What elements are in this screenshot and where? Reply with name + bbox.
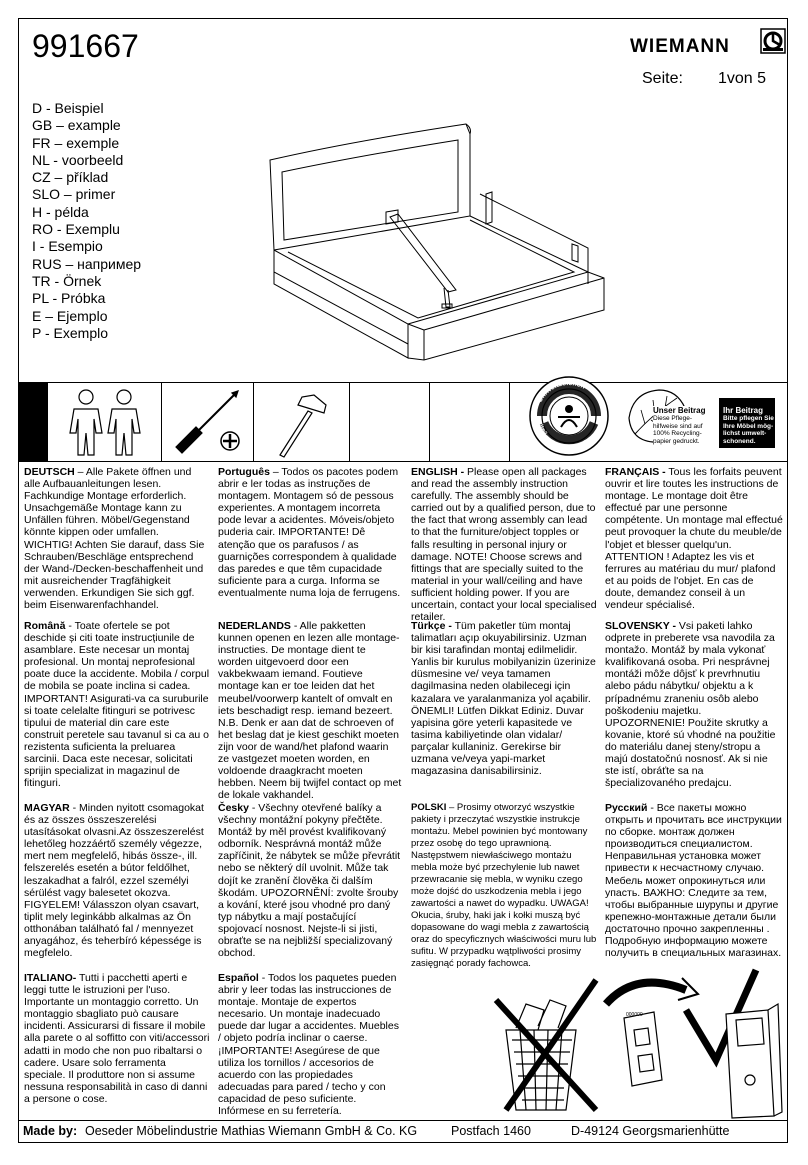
- empty-cell: [430, 383, 510, 461]
- language-item: RUS – например: [32, 255, 142, 272]
- notice-heading: NEDERLANDS: [218, 620, 291, 632]
- language-item: NL - voorbeeld: [32, 151, 124, 168]
- notice-deutsch: [24, 466, 210, 612]
- page-number: 1von 5: [718, 70, 767, 87]
- company-name: Oeseder Möbelindustrie Mathias Wiemann GmbH & Co. KG: [85, 1124, 418, 1138]
- wiemann-logo-icon: [760, 28, 786, 54]
- recycle-right: [723, 406, 775, 445]
- notice-text: - Minden nyitott csomagokat és az összes összeszerelési utasításokat olvasni.Az összeszerelést lehetőleg hozzáértő személy végezze, mert nem megfelelő, hibás össze-, ill. felszerelés esetén a bútor feldőlhet, leszakadhat a falról, ezzel személyi sérülést vagy balesetet okozva. FIGYELEM! Válasszon olyan csavart, tiplit mely leginkább alkalmas az Ön otthonában található fal / mennyezet anyagához, és teherbíró képessége is megfelelo.: [24, 802, 204, 960]
- notice-heading: Português: [218, 466, 270, 478]
- notice-cesky: [218, 802, 402, 966]
- notice-heading: SLOVENSKY -: [605, 620, 676, 632]
- notice-heading: Česky: [218, 802, 249, 814]
- icon-row-marker: [19, 383, 48, 461]
- notice-text: Tüm paketler tüm montaj talimatları açıp okuyabilirsiniz. Uzman bir kisi tarafindan montaj edilmelidir. Yanlis bir kurulus mobilyanizin üzerinize düsmesine ve/ veya tamamen dagilmasina neden olabilecegi için kazalara ve yaralanmaniza yol açabilir. ÖNEMLI! Lütfen Dikkat Ediniz. Duvar yapisina göre yeterli kapasitede ve tasima kabiliyetinde olan vidalar/ parçalar kullaniniz. Gerekirse bir uzmana ve/veya yapi-market magazasina danisabilirsiniz.: [411, 620, 596, 778]
- notice-heading: Español: [218, 972, 259, 984]
- eco-label-bottom: weil aus 100% Altpapier: [538, 423, 594, 453]
- hammer-cell: [254, 383, 350, 461]
- notice-text: - Toate ofertele se pot deschide și citi toate instrucțiunile de asamblare. Este necesar un montaj profesional. Un montaj neprofesional poate duce la accidente. Mobila / corpul de mobila se poate inclina si cadea. IMPORTANT! Asigurati-va ca suruburile si toate celelalte fitinguri se potrivesc tipului de material din care este construit peretele sau tavanul si ca au o rezistenta suficienta la preluarea sarcinii. Daca este necesar, solicitati sprijin specializat in magazinul de fitinguri.: [24, 620, 210, 790]
- notice-slovensky: [605, 620, 783, 796]
- notice-text: – Alle Pakete öffnen und alle Aufbauanleitungen lesen. Fachkundige Montage erforderlich. Unsachgemäße Montage kann zu Unfällen führen. Möbel/Gegenstand könnte kippen oder umfallen. WICHTIG! Achten Sie darauf, dass Sie Schrauben/Beschläge entsprechend der Wand-/Decken-beschaffenheit und mit ausreichender Tragfähigkeit verwenden. Erkundigen Sie sich ggf. beim Eisenwarenfachhandel.: [24, 466, 205, 612]
- language-item: FR – exemple: [32, 134, 120, 151]
- notice-text: Please open all packages and read the assembly instruction carefully. The assembly should be carried out by a qualified person, due to the fact that wrong assembly can lead to that the furniture/object topples or falls resulting in personal injury or damage. NOTE! Choose screws and fittings that are specially suited to the material in your wall/ceiling and have sufficient holding power. If you are uncertain, contact your local specialised retailer.: [411, 466, 597, 624]
- illustration-label: 000000: [626, 1012, 643, 1018]
- notice-francais: [605, 466, 783, 612]
- two-persons-icon: [48, 383, 162, 461]
- empty-cell: [350, 383, 430, 461]
- screwdriver-cell: [162, 383, 254, 461]
- notice-text: - Všechny otevřené balíky a všechny montážní pokyny přečtěte. Montáž by měl provést kvalifikovaný odborník. Nesprávná montáž může zapříčinit, že nábytek se může převrátit nebo se některý díl uvolnit. Může tak dojít ke zranění člověka či dalším škodám. UPOZORNĚNÍ: zvolte šrouby a kování, které jsou vhodné pro daný typ nábytku a mají postačující spojovací nosnost. Nejste-li si jisti, obraťte se na nejbližší specializovaný obchod.: [218, 802, 401, 960]
- language-item: CZ – příklad: [32, 169, 109, 186]
- notice-russkiy: [605, 802, 783, 959]
- recycle-left: [653, 406, 713, 445]
- notice-text: – Todos os pacotes podem abrir e ler todas as instruções de montagem. Montagem só de pessous experientes. A montagem incorreta pode levar a acidentes. Móveis/objeto puderia cair. IMPORTANTE! Dê atenção que os parafusos / as guarnições correspondem à qualidade das paredes e que têm cupacidade suficiente para a curga. Informa se eventualmente numa loja de ferrugens.: [218, 466, 401, 599]
- brand-name: WIEMANN: [630, 36, 730, 57]
- eco-label-top: Umweltzeichen: [536, 379, 587, 404]
- language-item: RO - Exemplu: [32, 221, 120, 238]
- bed-frame-illustration: [258, 112, 618, 362]
- notice-column-2: [218, 466, 402, 1123]
- notice-turkce: [411, 620, 597, 796]
- recycle-right-text: Bitte pflegen Sie Ihre Möbel mög-lichst umwelt-schonend.: [723, 415, 774, 445]
- notice-text: Tous les forfaits peuvent ouvrir et lire toutes les instructions de montage. Le montage doit être effectué par une personne compétente. Un montage mal effectué peut provoquer la chute du meuble/de l'objet et blesser quelqu'un. ATTENTION ! Adaptez les vis et ferrures au matériau du mur/ plafond et au poids de l'objet. En cas de doute, demandez conseil à un vendeur spécialisé.: [605, 466, 783, 612]
- language-item: TR - Örnek: [32, 272, 102, 289]
- language-item: GB – example: [32, 117, 121, 134]
- notice-text: Tutti i pacchetti aperti e leggi tutte le istruzioni per l'uso. Importante un montaggio corretto. Un montaggio sbagliato può causare incidenti. Assicurarsi di fissare il mobile alla parete o al soffitto con viti/accessori adatti in modo che non puo ribaltarsi o cadere. Usare solo ferramenta speciale. Il produttore non si assume nessuna responsabilità in caso di danni a persone o cose.: [24, 972, 210, 1105]
- recycle-left-text: Diese Pflege-hilfweise sind auf 100% Recycling-papier gedruckt.: [653, 415, 703, 445]
- document-number: 991667: [32, 28, 139, 64]
- city-address: D-49124 Georgsmarienhütte: [571, 1124, 730, 1138]
- recycle-left-title: Unser Beitrag: [653, 406, 706, 415]
- language-item: PL - Próbka: [32, 290, 106, 307]
- language-list: [32, 100, 141, 342]
- notice-column-3: [411, 466, 597, 976]
- two-person-cell: [48, 383, 162, 461]
- notice-espanol: [218, 972, 402, 1117]
- language-item: P - Exemplo: [32, 324, 108, 341]
- notice-text: – Prosimy otworzyć wszystkie pakiety i przeczytać wszystkie instrukcje montażu. Mebel powinien być montowany przez osobę do tego uprawnioną. Następstwem niewłaściwego montażu mebla może być przechylenie lub nawet przewracanie się mebla, w wyniku czego może dojść do uszkodzenia mebla i jego zawartości a nawet do wypadku. UWAGA! Okucia, śruby, haki jak i kołki muszą być dopasowane do wagi mebla z zawartością oraz do specyficznych właściwości muru lub sufitu. W przypadku wątpliwości prosimy zasięgnąć porady fachowca.: [411, 802, 597, 969]
- language-item: H - példa: [32, 203, 89, 220]
- notice-heading: Türkçe -: [411, 620, 452, 632]
- notice-nederlands: [218, 620, 402, 802]
- language-item: E – Ejemplo: [32, 307, 108, 324]
- language-item: D - Beispiel: [32, 100, 104, 116]
- notice-text: Vsi paketi lahko odprete in preberete vsa navodila za montažo. Montáž by mala vykonať kvalifikovaná osoba. Pri nesprávnej montáži môže dôjsť k prevrhnutiu alebo pádu nábytku/ objektu a k prípadnému zraneniu osôb alebo poškodeniu majetku. UPOZORNENIE! Použite skrutky a kovanie, ktoré sú vhodné na použitie do materiálu danej steny/stropu a majú dostatočnú nosnosť. Ak si nie ste istí, obráťte sa na špecializovaného predajcu.: [605, 620, 776, 790]
- footer: [19, 1120, 787, 1142]
- postfach: Postfach 1460: [451, 1124, 531, 1138]
- language-item: I - Esempio: [32, 238, 103, 255]
- page-label: Seite:: [642, 70, 683, 87]
- notice-english: [411, 466, 597, 624]
- notice-heading: DEUTSCH: [24, 466, 75, 478]
- notice-portugues: [218, 466, 402, 612]
- notice-heading: Русский: [605, 802, 648, 814]
- notice-text: - Все пакеты можно открыть и прочитать все инструкции по сборке. монтаж должен производиться специалистом. Неправильная установка может привести к несчастному случаю. Мебель может опрокинуться или упасть. ВАЖНО: Следите за тем, чтобы выбранные шурупы и другие крепежно-монтажные детали были достаточно прочно закрепленны . Подробную информацию можете получить в специальных магазинах.: [605, 802, 782, 960]
- made-by-label: Made by:: [23, 1124, 78, 1138]
- notice-heading: Română: [24, 620, 66, 632]
- blue-angel-eco-label-icon: [528, 375, 610, 457]
- notice-text: - Alle pakketten kunnen openen en lezen alle montage-instructies. De montage dient te worden uitgevoerd door een vakbekwaam iemand. Foutieve montage kan er toe leiden dat het meubel/voorwerp kantelt of omvalt en iets beschadigt resp. iemand bezeert. N.B. Denk er aan dat de schroeven of het beslag dat je kiest geschikt moeten zijn voor de wand/het plafond waarin ze vastgezet moeten worden, en voldoende draagkracht moeten hebben. Neem bij twijfel contact op met de lokale vakhandel.: [218, 620, 402, 802]
- notice-polski: [411, 802, 597, 970]
- recycle-right-title: Ihr Beitrag: [723, 406, 764, 415]
- notice-heading: ITALIANO-: [24, 972, 77, 984]
- recycling-notice: [623, 384, 775, 450]
- notice-column-4: [605, 466, 783, 965]
- disposal-and-filing-illustration: [486, 960, 786, 1120]
- notice-column-1: [24, 466, 210, 1111]
- notice-heading: ENGLISH -: [411, 466, 465, 478]
- notice-italiano: [24, 972, 210, 1105]
- language-item: SLO – primer: [32, 186, 116, 203]
- notice-heading: FRANÇAIS -: [605, 466, 666, 478]
- notice-text: - Todos los paquetes pueden abrir y leer todas las instrucciones de montaje. Montaje de expertos necesario. Un montaje inadecuado puede dar lugar a accidentes. Muebles / objeto podría inclinar o caerse. ¡IMPORTANTE! Asegúrese de que utiliza los tornillos / accesorios de acuerdo con las propiedades adecuadas para pared / techo y con capacidad de peso suficiente. Infórmese en su ferretería.: [218, 972, 399, 1118]
- phillips-screwdriver-icon: [162, 383, 254, 461]
- notice-romana: [24, 620, 210, 796]
- notice-heading: MAGYAR: [24, 802, 70, 814]
- notice-magyar: [24, 802, 210, 966]
- notice-heading: POLSKI: [411, 802, 447, 813]
- hammer-icon: [254, 383, 350, 461]
